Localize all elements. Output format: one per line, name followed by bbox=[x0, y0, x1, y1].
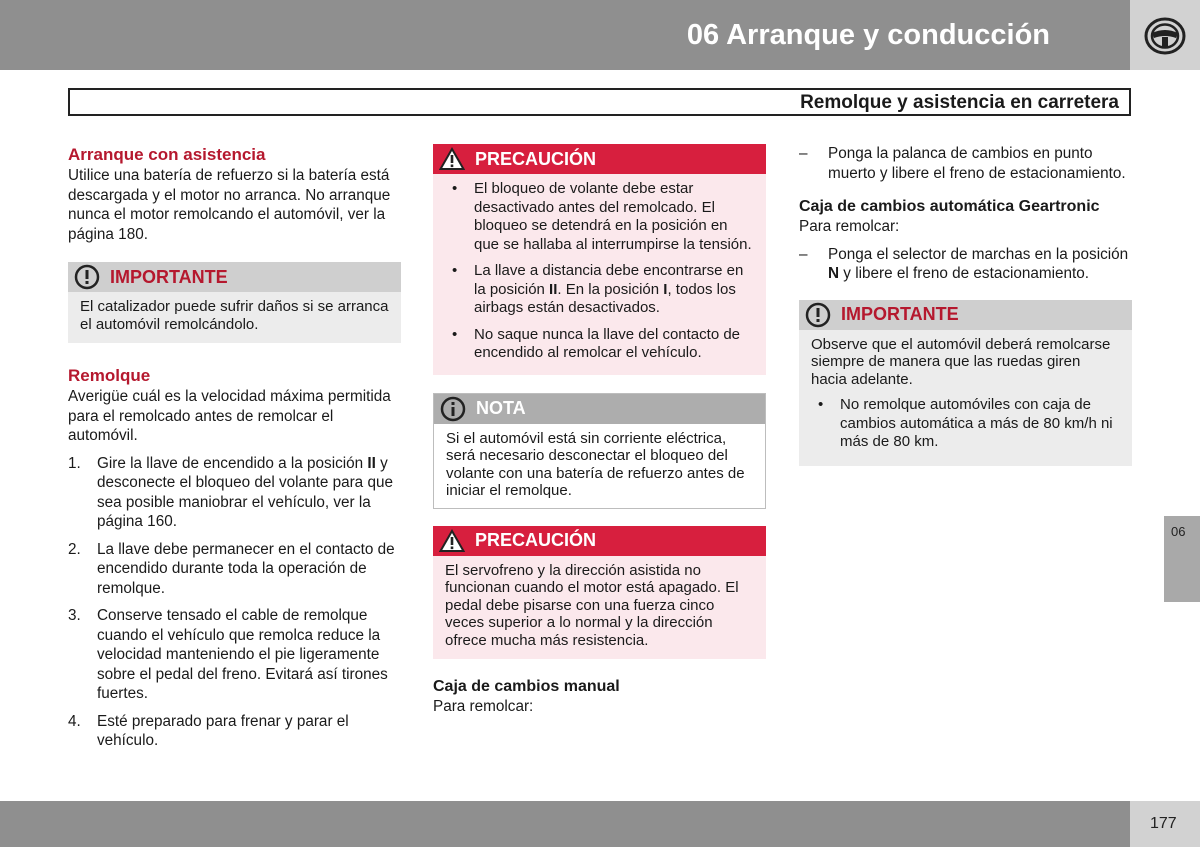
step-text: Ponga la palanca de cambios en punto muerto y libere el freno de estacionamiento. bbox=[828, 145, 1126, 182]
bullet-bold: II bbox=[549, 280, 558, 298]
auto-steps bbox=[799, 245, 1132, 284]
section-title: Remolque y asistencia en carretera bbox=[800, 92, 1119, 113]
step-text: Ponga el selector de marchas en la posición bbox=[828, 245, 1129, 263]
bullet-icon: • bbox=[818, 396, 824, 413]
list-item bbox=[811, 396, 1120, 452]
warning-triangle-icon bbox=[439, 528, 465, 554]
precaucion-box-2 bbox=[433, 526, 766, 660]
column-2 bbox=[433, 144, 766, 717]
heading-manual: Caja de cambios manual bbox=[433, 678, 620, 695]
bullet-text: No saque nunca la llave del contacto de encendido al remolcar el vehículo. bbox=[474, 325, 741, 361]
importante-text: Observe que el automóvil deberá remolcarse siempre de manera que las ruedas giren hacia adelante. bbox=[811, 335, 1111, 388]
step-number: 1. bbox=[68, 454, 81, 472]
side-tab-label: 06 bbox=[1171, 524, 1186, 539]
header-bar bbox=[0, 0, 1130, 70]
heading-arranque: Arranque con asistencia bbox=[68, 145, 266, 164]
bullet-text: No remolque automóviles con caja de cambios automática a más de 80 km/h ni más de 80 km. bbox=[840, 396, 1113, 450]
precaucion-header bbox=[433, 144, 766, 174]
nota-title: NOTA bbox=[476, 398, 526, 418]
importante-title: IMPORTANTE bbox=[841, 304, 959, 324]
chapter-side-tab bbox=[1164, 516, 1200, 602]
list-item bbox=[68, 540, 401, 599]
page-number-box bbox=[1130, 801, 1200, 847]
step-text: Gire la llave de encendido a la posición bbox=[97, 454, 368, 472]
nota-body: Si el automóvil está sin corriente eléctrica, será necesario desconectar el bloqueo del volante con una batería de refuerzo antes de iniciar el remolque. bbox=[434, 424, 765, 508]
heading-remolque: Remolque bbox=[68, 366, 151, 385]
paragraph-remolque: Averigüe cuál es la velocidad máxima permitida para el remolcado antes de remolcar el automóvil. bbox=[68, 388, 391, 444]
chapter-title: 06 Arranque y conducción bbox=[686, 19, 1050, 51]
list-item bbox=[445, 262, 754, 318]
nota-box bbox=[433, 393, 766, 509]
step-number: 2. bbox=[68, 540, 81, 558]
chapter-icon-box bbox=[1130, 0, 1200, 70]
paragraph-arranque: Utilice una batería de refuerzo si la batería está descargada y el motor no arranca. No arranque nunca el motor remolcando el automóvil, ver la página 180. bbox=[68, 167, 391, 243]
list-item bbox=[68, 712, 401, 751]
precaucion-header bbox=[433, 526, 766, 556]
importante-title: IMPORTANTE bbox=[110, 266, 228, 287]
importante-box bbox=[68, 262, 401, 343]
step-text: y libere el freno de estacionamiento. bbox=[839, 265, 1090, 282]
steps-list bbox=[68, 454, 401, 751]
column-1 bbox=[68, 144, 401, 759]
precaucion-body: El servofreno y la dirección asistida no funcionan cuando el motor está apagado. El pedal debe pisarse con una fuerza cinco veces superior a lo normal y la dirección ofrece mucha más resistencia. bbox=[433, 556, 766, 660]
step-text: Esté preparado para frenar y parar el vehículo. bbox=[97, 712, 349, 749]
precaucion-box-1 bbox=[433, 144, 766, 375]
steering-wheel-icon bbox=[1143, 16, 1187, 56]
heading-automatica: Caja de cambios automática Geartronic bbox=[799, 198, 1100, 215]
importante-body bbox=[799, 330, 1132, 466]
warning-triangle-icon bbox=[439, 146, 465, 172]
bullet-text: , todos los airbags están desactivados. bbox=[474, 280, 736, 316]
bullet-icon: • bbox=[452, 262, 458, 279]
step-number: 3. bbox=[68, 607, 81, 624]
bullet-text: . En la posición bbox=[557, 280, 664, 298]
column-3 bbox=[799, 144, 1132, 466]
precaucion-title: PRECAUCIÓN bbox=[475, 148, 597, 169]
list-item bbox=[799, 144, 1132, 183]
paragraph-manual: Para remolcar: bbox=[433, 698, 534, 715]
exclamation-icon bbox=[74, 264, 100, 290]
step-text: La llave debe permanecer en el contacto de encendido durante toda la operación de remolque. bbox=[97, 540, 395, 597]
precaucion-body bbox=[433, 174, 766, 375]
manual-steps bbox=[799, 144, 1132, 183]
dash-mark: – bbox=[799, 145, 808, 162]
bullet-icon: • bbox=[452, 180, 458, 197]
list-item bbox=[445, 326, 754, 363]
nota-header bbox=[434, 394, 765, 424]
footer-bar bbox=[0, 801, 1130, 847]
page-number: 177 bbox=[1150, 815, 1177, 832]
section-bar bbox=[68, 88, 1131, 116]
importante-header bbox=[799, 300, 1132, 330]
bullet-text: El bloqueo de volante debe estar desactivado antes del remolcado. El bloqueo se detendrá en la posición en que se hallaba al interrumpirse la tensión. bbox=[474, 180, 752, 253]
importante-body: El catalizador puede sufrir daños si se arranca el automóvil remolcándolo. bbox=[68, 292, 401, 343]
step-bold: II bbox=[367, 454, 376, 472]
bullet-text: La llave a distancia debe encontrarse en la posición bbox=[474, 262, 744, 298]
precaucion-title: PRECAUCIÓN bbox=[475, 530, 597, 550]
importante-box-2 bbox=[799, 300, 1132, 466]
list-item bbox=[68, 454, 401, 532]
importante-header bbox=[68, 262, 401, 292]
bullet-bold: I bbox=[663, 280, 668, 298]
dash-mark: – bbox=[799, 245, 808, 263]
step-number: 4. bbox=[68, 712, 81, 730]
list-item bbox=[445, 180, 754, 254]
info-icon bbox=[440, 396, 466, 422]
bullet-icon: • bbox=[452, 325, 458, 343]
list-item bbox=[799, 245, 1132, 284]
list-item bbox=[68, 606, 401, 704]
step-text: y desconecte el bloqueo del volante para que sea posible maniobrar el vehículo, ver la página 160. bbox=[97, 454, 393, 530]
exclamation-icon bbox=[805, 302, 831, 328]
step-bold: N bbox=[828, 265, 840, 282]
step-text: Conserve tensado el cable de remolque cuando el vehículo que remolca reduce la velocidad manteniendo el pie ligeramente sobre el pedal del freno. Evitará así tirones fuertes. bbox=[97, 607, 388, 702]
paragraph-automatica: Para remolcar: bbox=[799, 218, 900, 235]
